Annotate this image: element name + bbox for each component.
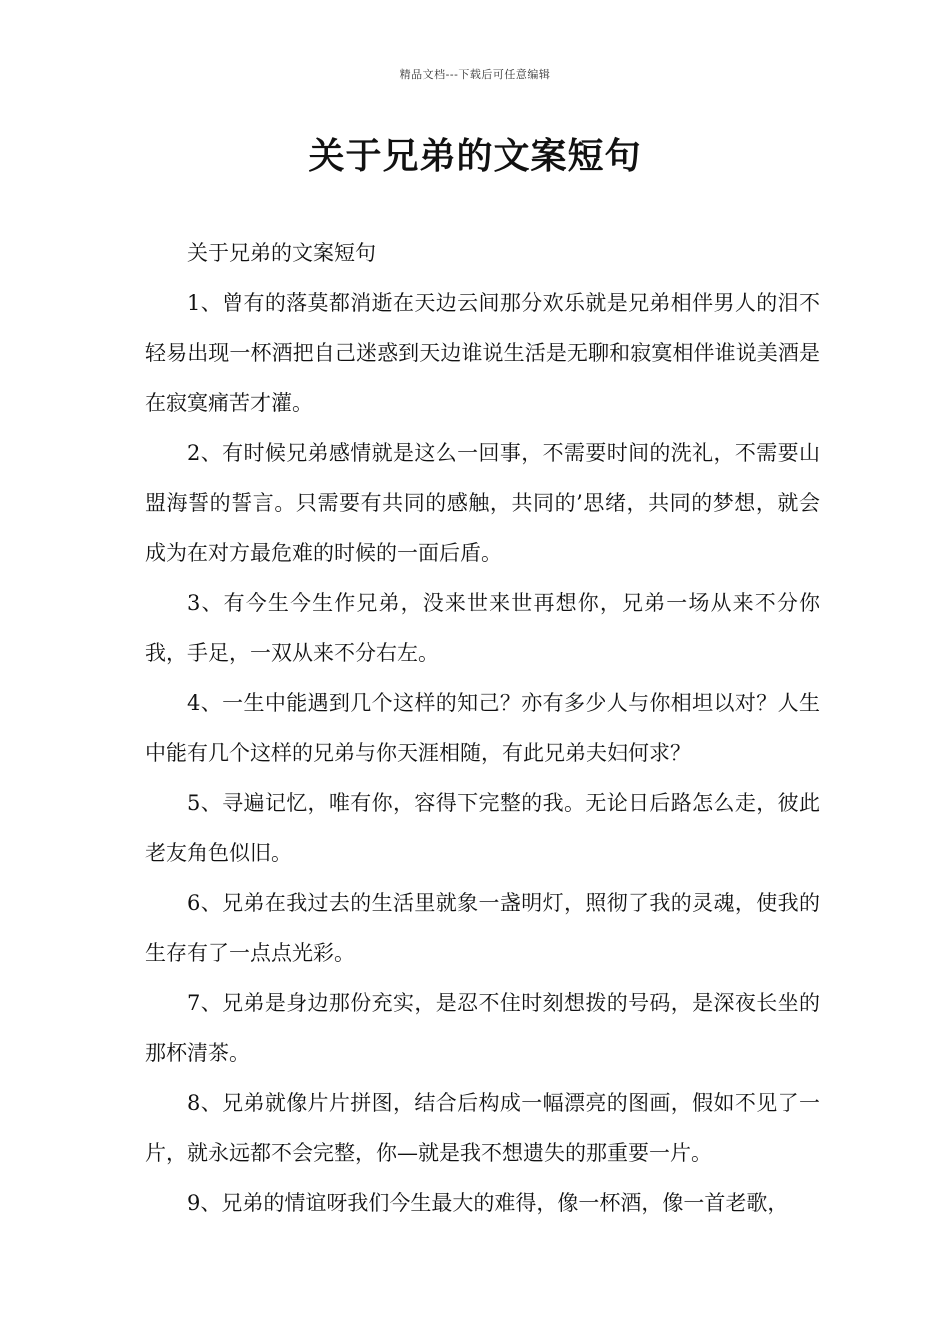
paragraph-8: 8、兄弟就像片片拼图，结合后构成一幅漂亮的图画，假如不见了一片，就永远都不会完整，你—就是我不想遗失的那重要一片。 (145, 1091, 820, 1165)
paragraph-1: 1、曾有的落莫都消逝在天边云间那分欢乐就是兄弟相伴男人的泪不轻易出现一杯酒把自己迷惑到天边谁说生活是无聊和寂寞相伴谁说美酒是在寂寞痛苦才灌。 (145, 291, 820, 415)
header-note: 精品文档---下载后可任意编辑 (399, 68, 551, 81)
paragraph-6: 6、兄弟在我过去的生活里就象一盏明灯，照彻了我的灵魂，使我的生存有了一点点光彩。 (145, 891, 820, 965)
document-body (145, 228, 820, 1228)
document-title: 关于兄弟的文案短句 (308, 136, 642, 177)
paragraph-9: 9、兄弟的情谊呀我们今生最大的难得，像一杯酒，像一首老歌， (187, 1191, 789, 1215)
paragraph-5: 5、寻遍记忆，唯有你，容得下完整的我。无论日后路怎么走，彼此老友角色似旧。 (145, 791, 820, 865)
paragraph-7: 7、兄弟是身边那份充实，是忍不住时刻想拨的号码，是深夜长坐的那杯清茶。 (145, 991, 820, 1065)
paragraph-3: 3、有今生今生作兄弟，没来世来世再想你，兄弟一场从来不分你我，手足，一双从来不分右左。 (145, 591, 820, 665)
paragraph-subtitle: 关于兄弟的文案短句 (187, 241, 376, 265)
paragraph-2: 2、有时候兄弟感情就是这么一回事，不需要时间的洗礼，不需要山盟海誓的誓言。只需要有共同的感触，共同的’思绪，共同的梦想，就会成为在对方最危难的时候的一面后盾。 (145, 441, 820, 565)
paragraph-4: 4、一生中能遇到几个这样的知己？亦有多少人与你相坦以对？人生中能有几个这样的兄弟与你天涯相随，有此兄弟夫妇何求？ (145, 691, 820, 765)
